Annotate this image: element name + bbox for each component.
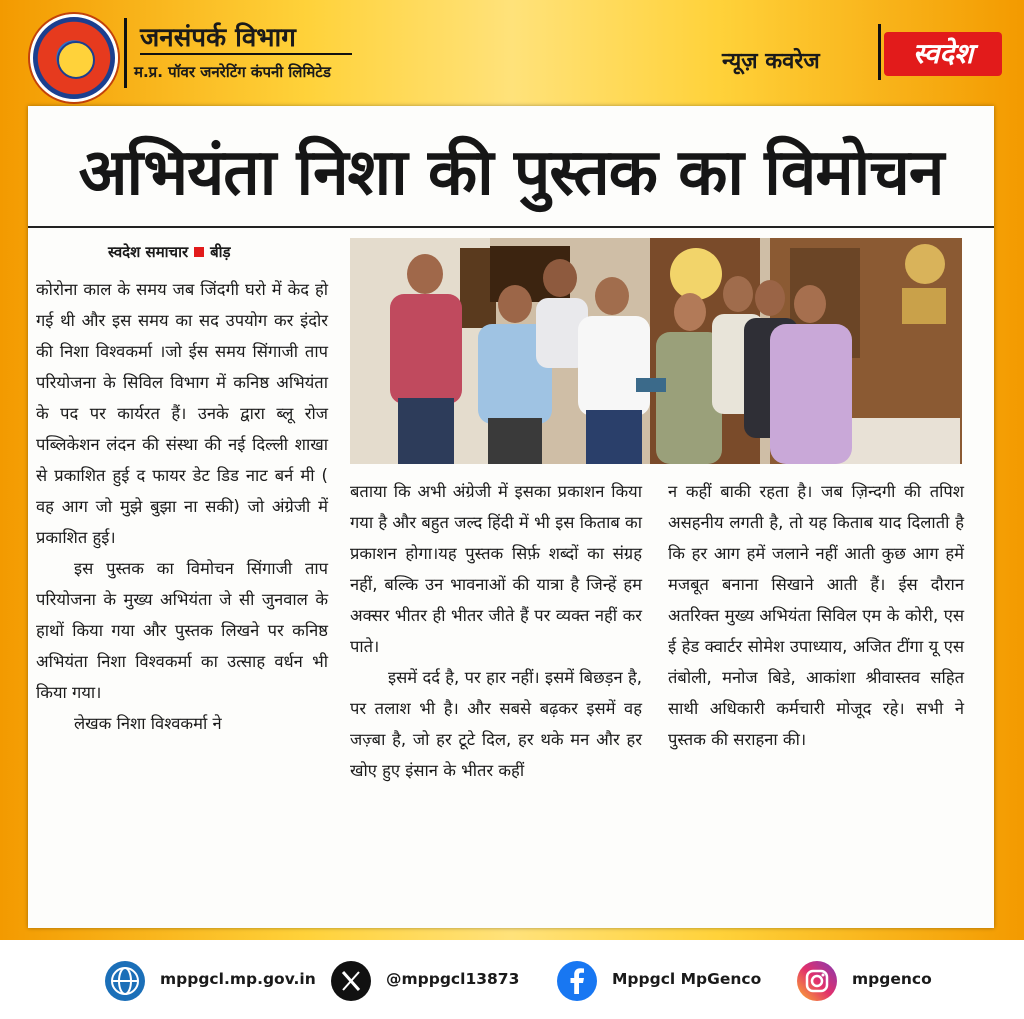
globe-icon <box>104 960 146 1002</box>
paragraph: न कहीं बाकी रहता है। जब ज़िन्दगी की तपिश असहनीय लगती है, तो यह किताब याद दिलाती है कि हर आग हमें जलाने नहीं आती कुछ आग हमें मजबूत बनाना सिखाने आती हैं। ईस दौरान अतरिक्त मुख्य अभियंता सिविल एम के कोरी, एस ई हेड क्वार्टर सोमेश उपाध्याय, अजित टींगा यू एस तंबोली, मनोज बिडे, आकांशा श्रीवास्तव सहित साथी अधिकारी कर्मचारी मोजूद रहे। सभी ने पुस्तक की सराहना की। <box>668 482 964 749</box>
website-text: mppgcl.mp.gov.in <box>160 970 316 988</box>
header-divider-right <box>878 24 881 80</box>
paragraph: कोरोना काल के समय जब जिंदगी घरो में केद हो गई थी और इस समय का सद उपयोग कर इंदोर की निशा विश्वकर्मा ।जो ईस समय सिंगाजी ताप परियोजना के सिविल विभाग में कनिष्ठ अभियंता के पद पर कार्यरत हैं। उनके द्वारा ब्लू रोज पब्लिकेशन लंदन की संस्था की नई दिल्ली शाखा से प्रकाशित हुई द फायर डेट डिड नाट बर्न मी ( वह आग जो मुझे बुझा ना सकी) जो अंग्रेजी में प्रकाशित हुई। <box>36 280 328 547</box>
facebook-page: Mppgcl MpGenco <box>612 970 762 988</box>
twitter-handle: @mppgcl13873 <box>386 970 520 988</box>
paragraph: बताया कि अभी अंग्रेजी में इसका प्रकाशन किया गया है और बहुत जल्द हिंदी में भी इस किताब का प्रकाशन होगा।यह पुस्तक सिर्फ़ शब्दों का संग्रह नहीं, बल्कि उन भावनाओं की यात्रा है जिन्हें हम अक्सर भीतर ही भीतर जीते हैं पर व्यक्त नहीं कर पाते। <box>350 482 642 656</box>
paragraph: लेखक निशा विश्वकर्मा ने <box>74 714 222 733</box>
company-name: म.प्र. पॉवर जनरेटिंग कंपनी लिमिटेड <box>134 63 331 81</box>
instagram-icon <box>796 960 838 1002</box>
header-divider <box>124 18 127 88</box>
news-coverage-label: न्यूज़ कवरेज <box>722 49 820 74</box>
article-headline: अभियंता निशा की पुस्तक का विमोचन <box>78 136 944 210</box>
department-title: जनसंपर्क विभाग <box>140 23 296 53</box>
article-column-3 <box>668 476 964 755</box>
company-logo-icon <box>30 14 118 102</box>
event-photo-illustration <box>350 238 962 464</box>
byline-source: स्वदेश समाचार <box>108 243 189 261</box>
newspaper-clipping <box>28 106 994 928</box>
department-underline <box>140 53 352 55</box>
event-photo <box>350 238 962 464</box>
article-column-2 <box>350 476 642 786</box>
headline-rule <box>28 226 994 228</box>
x-twitter-icon <box>330 960 372 1002</box>
header <box>0 0 1024 110</box>
paragraph: इसमें दर्द है, पर हार नहीं। इसमें बिछड़न है, पर तलाश भी है। और सबसे बढ़कर इसमें वह जज़्बा है, जो हर टूटे दिल, हर थके मन और हर खोए हुए इंसान के भीतर कहीं <box>350 668 642 780</box>
newspaper-logo: स्वदेश <box>884 32 1002 76</box>
instagram-handle: mpgenco <box>852 970 932 988</box>
byline <box>108 242 231 262</box>
article-column-1 <box>36 274 328 739</box>
byline-separator-icon <box>194 247 204 257</box>
byline-place: बीड़ <box>210 243 231 261</box>
paragraph: इस पुस्तक का विमोचन सिंगाजी ताप परियोजना के मुख्य अभियंता जे सी जुनवाल के हाथों किया गया और पुस्तक लिखने पर कनिष्ठ अभियंता निशा विश्वकर्मा का उत्साह वर्धन भी किया गया। <box>36 559 328 702</box>
facebook-icon <box>556 960 598 1002</box>
footer-social-bar <box>0 940 1024 1019</box>
